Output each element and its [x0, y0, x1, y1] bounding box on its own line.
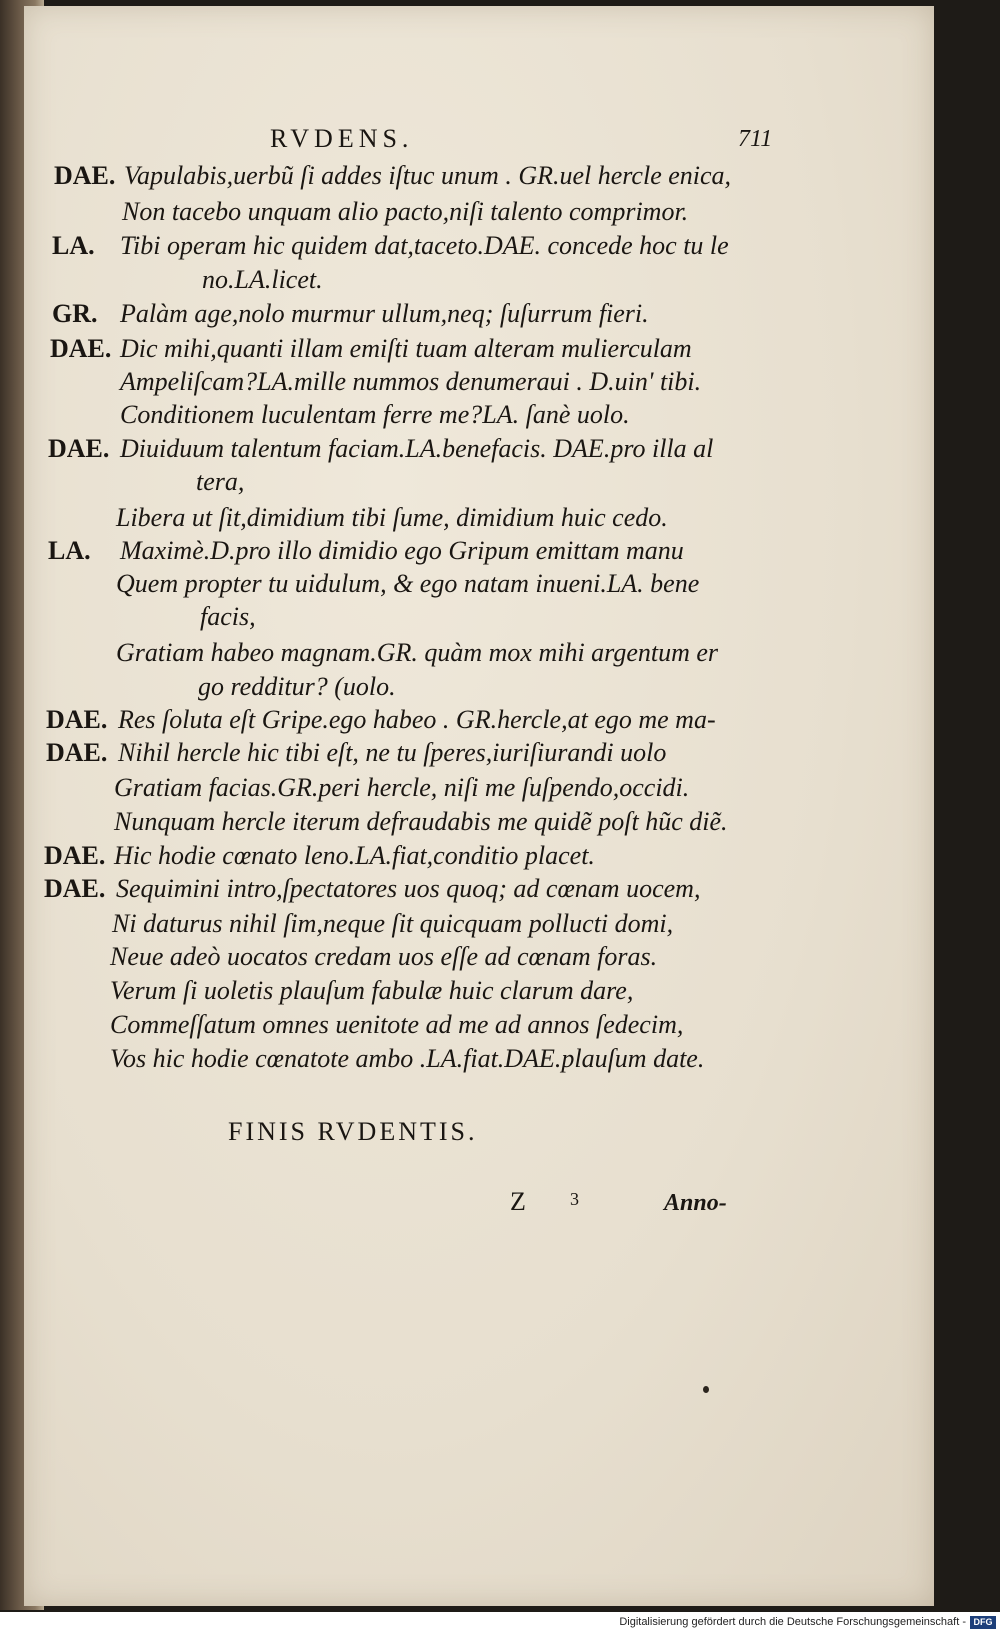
speaker-label: DAE.: [44, 841, 106, 870]
verse-line: Diuiduum talentum faciam.LA.benefacis. DAE.pro illa al: [120, 434, 714, 463]
running-title: RVDENS.: [270, 124, 414, 153]
funding-credit: Digitalisierung gefördert durch die Deutsche Forschungsgemeinschaft -: [619, 1616, 966, 1628]
verse-line: Dic mihi,quanti illam emiſti tuam alteram mulierculam: [120, 334, 692, 363]
speaker-label: LA.: [52, 231, 95, 260]
speaker-label: DAE.: [54, 161, 116, 190]
verse-text: go redditur? (uolo.: [198, 672, 396, 701]
signature-number: 3: [570, 1189, 579, 1209]
verse-line: Gratiam facias.GR.peri hercle, niſi me ſuſpendo,occidi.: [114, 773, 690, 802]
dfg-logo-icon: DFG: [970, 1616, 996, 1629]
verse-line: Maximè.D.pro illo dimidio ego Gripum emittam manu: [120, 536, 684, 565]
verse-line: Gratiam habeo magnam.GR. quàm mox mihi argentum er: [116, 638, 719, 667]
ink-speck: [703, 1386, 709, 1393]
verse-line: Libera ut ſit,dimidium tibi ſume, dimidium huic cedo.: [116, 503, 668, 532]
speaker-label: DAE.: [44, 874, 106, 903]
verse-line: Vos hic hodie cœnatote ambo .LA.fiat.DAE.plauſum date.: [110, 1044, 705, 1073]
verse-line: Non tacebo unquam alio pacto,niſi talento comprimor.: [122, 197, 689, 226]
verse-line: Palàm age,nolo murmur ullum,neq; ſuſurrum fieri.: [120, 299, 649, 328]
verse-line: Ampeliſcam?LA.mille nummos denumeraui . D.uin' tibi.: [120, 367, 702, 396]
verse-line: Verum ſi uoletis plauſum fabulæ huic clarum dare,: [110, 976, 634, 1005]
catchword: Anno-: [664, 1190, 727, 1216]
verse-line: Nihil hercle hic tibi eſt, ne tu ſperes,iuriſiurandi uolo: [118, 738, 667, 767]
verse-line: Sequimini intro,ſpectatores uos quoq; ad cœnam uocem,: [116, 874, 701, 903]
verse-line: Vapulabis,uerbũ ſi addes iſtuc unum . GR.uel hercle enica,: [124, 161, 732, 190]
verse-line: Tibi operam hic quidem dat,taceto.DAE. concede hoc tu le: [120, 231, 729, 260]
verse-line: Hic hodie cœnato leno.LA.fiat,conditio placet.: [114, 841, 595, 870]
verse-line: Nunquam hercle iterum defraudabis me quidẽ poſt hũc diẽ.: [114, 807, 728, 836]
finis-colophon: FINIS RVDENTIS.: [228, 1117, 478, 1146]
verse-line: Quem propter tu uidulum, & ego natam inueni.LA. bene: [116, 569, 700, 598]
page-number: 711: [738, 126, 773, 152]
verse-line: Neue adeò uocatos credam uos eſſe ad cœnam foras.: [110, 942, 658, 971]
verse-line: facis,: [200, 602, 256, 631]
verse-line: Ni daturus nihil ſim,neque ſit quicquam pollucti domi,: [112, 909, 674, 938]
speaker-label: DAE.: [46, 738, 108, 767]
speaker-label: DAE.: [46, 705, 108, 734]
verse-line: Commeſſatum omnes uenitote ad me ad annos ſedecim,: [110, 1010, 684, 1039]
speaker-label: LA.: [48, 536, 91, 565]
speaker-label: DAE.: [50, 334, 112, 363]
signature-mark: Z: [510, 1187, 526, 1216]
verse-line: Res ſoluta eſt Gripe.ego habeo . GR.hercle,at ego me ma-: [118, 705, 716, 734]
verse-line: tera,: [196, 467, 245, 496]
verse-line: [198, 671, 738, 703]
speaker-label: GR.: [52, 299, 98, 328]
speaker-label: DAE.: [48, 434, 110, 463]
footer-bar: [0, 1612, 1000, 1636]
verse-line: no.LA.licet.: [202, 265, 323, 294]
verse-line: Conditionem luculentam ferre me?LA. ſanè uolo.: [120, 400, 630, 429]
